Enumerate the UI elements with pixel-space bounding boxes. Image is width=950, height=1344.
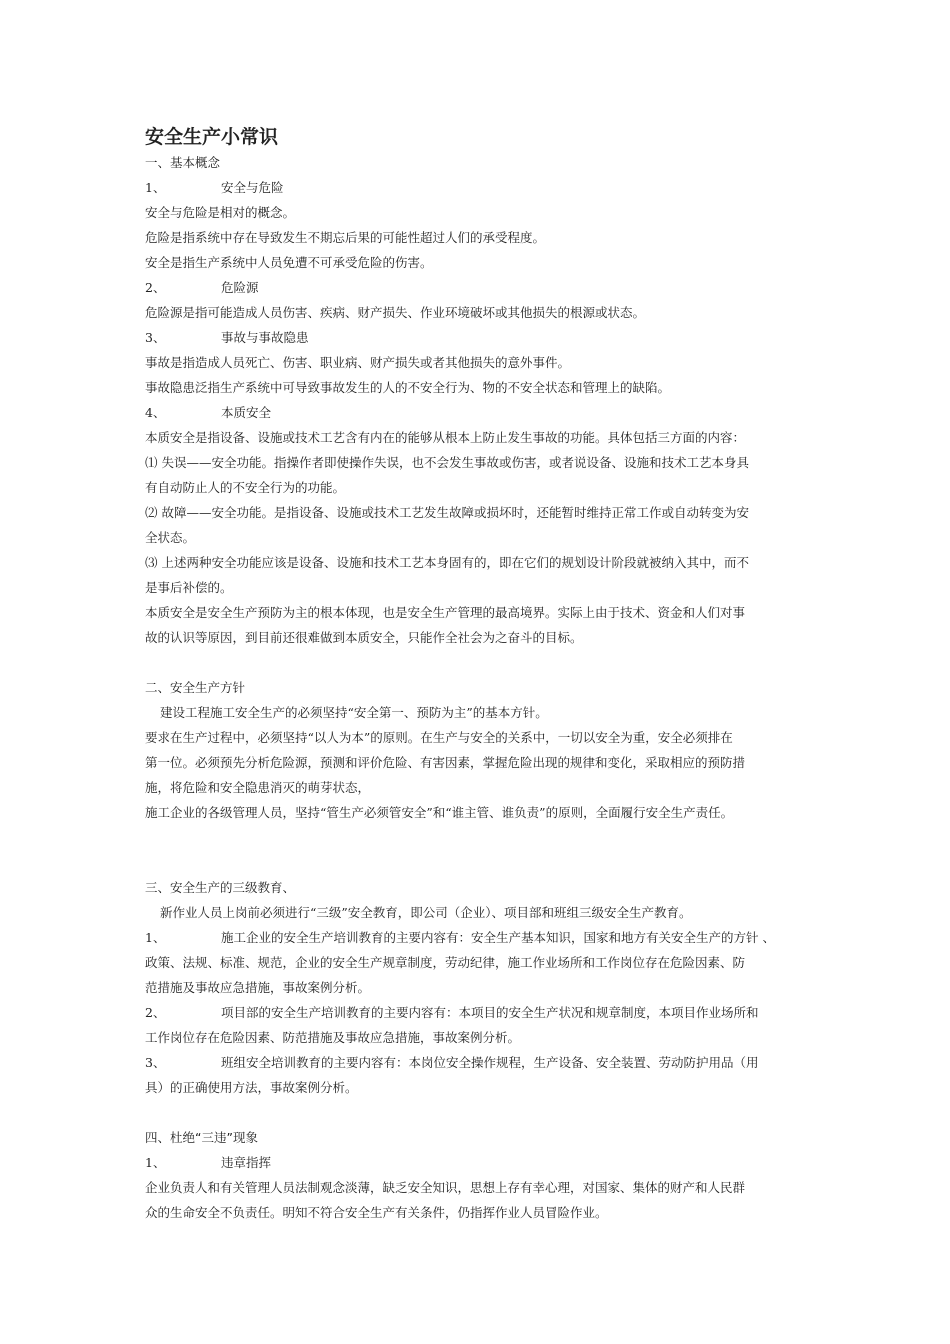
paragraph: ⑶ 上述两种安全功能应该是设备、设施和技术工艺本身固有的，即在它们的规划设计阶段就被纳入其中，而不 [145,555,749,570]
section-3-item-2 [145,1000,825,1025]
paragraph: 危险源是指可能造成人员伤害、疾病、财产损失、作业环境破坏或其他损失的根源或状态。 [145,305,646,320]
item-number: 3、 [145,330,166,345]
section-1-item-1 [145,175,825,200]
item-label: 违章指挥 [221,1155,272,1170]
item-number: 1、 [145,930,166,945]
paragraph: 施，将危险和安全隐患消灭的萌芽状态， [145,780,371,795]
section-1-item-2 [145,275,825,300]
section-1-item-3 [145,325,825,350]
paragraph: 是事后补偿的。 [145,580,233,595]
item-number: 1、 [145,1155,166,1170]
spacer [145,650,825,675]
document-page [145,124,825,1225]
item-text: 班组安全培训教育的主要内容有：本岗位安全操作规程，生产设备、安全装置、劳动防护用品（用 [221,1055,759,1070]
paragraph: 施工企业的各级管理人员，坚持“管生产必须管安全”和“谁主管、谁负责”的原则，全面履行安全生产责任。 [145,805,734,820]
paragraph: ⑵ 故障——安全功能。是指设备、设施或技术工艺发生故障或损坏时，还能暂时维持正常工作或自动转变为安 [145,505,749,520]
section-3-item-3 [145,1050,825,1075]
paragraph: 第一位。必须预先分析危险源，预测和评价危险、有害因素，掌握危险出现的规律和变化，采取相应的预防措 [145,755,746,770]
item-text: 施工企业的安全生产培训教育的主要内容有：安全生产基本知识，国家和地方有关安全生产的方针 、 [221,930,775,945]
section-1-item-4 [145,400,825,425]
section-1-heading: 一、基本概念 [145,155,221,170]
item-label: 安全与危险 [221,180,284,195]
paragraph: 本质安全是指设备、设施或技术工艺含有内在的能够从根本上防止发生事故的功能。具体包括三方面的内容： [145,430,746,445]
paragraph: ⑴ 失误——安全功能。指操作者即使操作失误，也不会发生事故或伤害，或者说设备、设施和技术工艺本身具 [145,455,749,470]
item-label: 本质安全 [221,405,272,420]
item-number: 2、 [145,1005,166,1020]
section-3-item-1 [145,925,825,950]
paragraph: 安全是指生产系统中人员免遭不可承受危险的伤害。 [145,255,433,270]
item-label: 事故与事故隐患 [221,330,309,345]
document-title: 安全生产小常识 [145,126,279,148]
paragraph: 事故隐患泛指生产系统中可导致事故发生的人的不安全行为、物的不安全状态和管理上的缺陷。 [145,380,671,395]
section-3-heading: 三、安全生产的三级教育、 [145,880,296,895]
paragraph: 工作岗位存在危险因素、防范措施及事故应急措施，事故案例分析。 [145,1030,521,1045]
paragraph: 事故是指造成人员死亡、伤害、职业病、财产损失或者其他损失的意外事件。 [145,355,571,370]
paragraph: 有自动防止人的不安全行为的功能。 [145,480,346,495]
item-number: 2、 [145,280,166,295]
section-4-heading: 四、杜绝“三违”现象 [145,1130,258,1145]
spacer [145,825,825,875]
item-number: 1、 [145,180,166,195]
paragraph: 建设工程施工安全生产的必须坚持“安全第一、预防为主”的基本方针。 [160,705,548,720]
paragraph: 故的认识等原因，到目前还很难做到本质安全，只能作全社会为之奋斗的目标。 [145,630,583,645]
item-number: 3、 [145,1055,166,1070]
paragraph: 全状态。 [145,530,196,545]
paragraph: 要求在生产过程中，必须坚持“以人为本”的原则。在生产与安全的关系中，一切以安全为重，安全必须排在 [145,730,733,745]
item-text: 项目部的安全生产培训教育的主要内容有：本项目的安全生产状况和规章制度，本项目作业场所和 [221,1005,759,1020]
section-2-heading: 二、安全生产方针 [145,680,246,695]
paragraph: 范措施及事故应急措施，事故案例分析。 [145,980,371,995]
paragraph: 危险是指系统中存在导致发生不期忘后果的可能性超过人们的承受程度。 [145,230,546,245]
paragraph: 企业负责人和有关管理人员法制观念淡薄，缺乏安全知识，思想上存有幸心理，对国家、集体的财产和人民群 [145,1180,746,1195]
paragraph: 新作业人员上岗前必须进行“三级”安全教育，即公司（企业）、项目部和班组三级安全生产教育。 [160,905,692,920]
paragraph: 众的生命安全不负责任。明知不符合安全生产有关条件，仍指挥作业人员冒险作业。 [145,1205,608,1220]
spacer [145,1100,825,1125]
paragraph: 具）的正确使用方法，事故案例分析。 [145,1080,358,1095]
section-4-item-1 [145,1150,825,1175]
paragraph: 政策、法规、标准、规范，企业的安全生产规章制度，劳动纪律，施工作业场所和工作岗位存在危险因素、防 [145,955,746,970]
item-number: 4、 [145,405,166,420]
paragraph: 本质安全是安全生产预防为主的根本体现，也是安全生产管理的最高境界。实际上由于技术、资金和人们对事 [145,605,746,620]
item-label: 危险源 [221,280,259,295]
paragraph: 安全与危险是相对的概念。 [145,205,296,220]
